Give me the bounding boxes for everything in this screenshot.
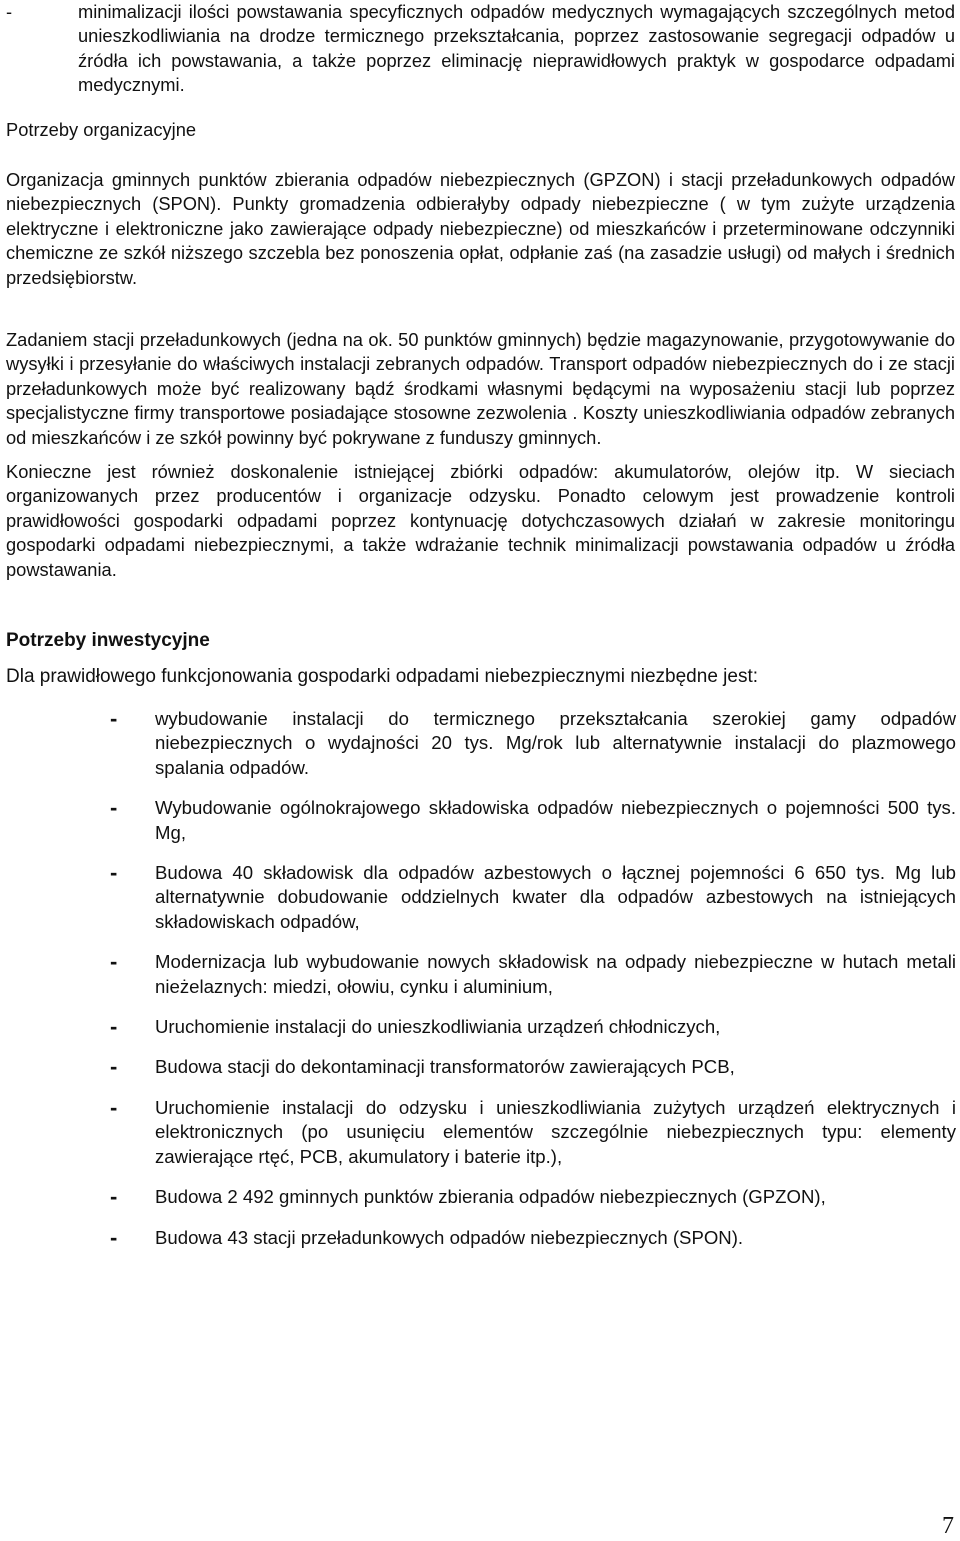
list-item-text: Budowa 43 stacji przeładunkowych odpadów niebezpiecznych (SPON). [155,1226,744,1248]
section-heading-investment: Potrzeby inwestycyjne [6,630,210,651]
list-dash: - [110,949,118,975]
list-dash: - [110,706,118,731]
list-item [110,707,956,780]
list-item [110,1185,956,1209]
list-item [110,861,956,934]
continuation-text: minimalizacji ilości powstawania specyficznych odpadów medycznych wymagających szczególnych metod unieszkodliwiania na drodze termicznego przekształcania, poprzez zastosowanie segregacji odpadów u źródła ich powstawania, a także poprzez eliminację nieprawidłowych praktyk w gospodarce odpadami medycznymi. [78,1,955,96]
continuation-bullet [6,0,955,98]
list-dash: - [110,1014,118,1040]
list-item [110,1096,956,1169]
paragraph-collection-improvement: Konieczne jest również doskonalenie istniejącej zbiórki odpadów: akumulatorów, olejów itp. W sieciach organizowanych przez producentów i organizacje odzysku. Ponadto celowym jest prowadzenie kontroli prawidłowości gospodarki odpadami poprzez kontynuację dotychczasowych działań w zakresie monitoringu gospodarki odpadami niebezpiecznymi, a także wdrażanie technik minimalizacji powstawania odpadów u źródła powstawania. [6,461,955,580]
section-heading-organizational: Potrzeby organizacyjne [6,119,197,140]
list-item-text: wybudowanie instalacji do termicznego przekształcania szerokiej gamy odpadów niebezpiecznych o wydajności 20 tys. Mg/rok lub alternatywnie instalacji do plazmowego spalania odpadów. [155,708,956,778]
list-item [110,1226,956,1250]
paragraph-gpzon: Organizacja gminnych punktów zbierania odpadów niebezpiecznych (GPZON) i stacji przeładunkowych odpadów niebezpiecznych (SPON). Punkty gromadzenia odbierałyby odpady niebezpieczne ( w tym zużyte urządzenia elektryczne i elektroniczne jako zawierające odpady niebezpieczne) od mieszkańców i przeterminowane odczynniki chemiczne ze szkół niższego szczebla bez ponoszenia opłat, odpłanie zaś (na zasadzie usługi) od małych i średnich przedsiębiorstw. [6,169,955,288]
page-number: 7 [942,1513,954,1539]
list-item [110,1055,956,1079]
list-item-text: Uruchomienie instalacji do odzysku i unieszkodliwiania zużytych urządzeń elektrycznych i elektronicznych (po usunięciu elementów szczególnie niebezpiecznych typu: elementy zawierające rtęć, PCB, akumulatory i baterie itp.), [155,1096,956,1167]
list-item-text: Budowa stacji do dekontaminacji transformatorów zawierających PCB, [155,1056,735,1078]
list-dash: - [110,1094,118,1120]
list-dash: - [110,1054,118,1080]
list-item [110,796,956,845]
list-item [110,950,956,999]
list-item-text: Budowa 40 składowisk dla odpadów azbestowych o łącznej pojemności 6 650 tys. Mg lub alternatywnie dobudowanie oddzielnych kwater dla odpadów azbestowych na istniejących składowiskach odpadów, [155,862,956,932]
paragraph-transfer-stations: Zadaniem stacji przeładunkowych (jedna na ok. 50 punktów gminnych) będzie magazynowanie, przygotowywanie do wysyłki i przesyłanie do właściwych instalacji zebranych odpadów. Transport odpadów niebezpiecznych do i ze stacji przeładunkowych może być realizowany bądź środkami własnymi będącymi na wyposażeniu stacji lub poprzez specjalistyczne firmy transportowe posiadające stosowne zezwolenia . Koszty unieszkodliwiania odpadów zebranych od mieszkańców i ze szkół powinny być pokrywane z funduszy gminnych. [6,329,955,448]
list-item-text: Modernizacja lub wybudowanie nowych składowisk na odpady niebezpieczne w hutach metali nieżelaznych: miedzi, ołowiu, cynku i aluminium, [155,951,956,997]
list-dash: - [110,1224,118,1250]
list-dash: - [110,1184,118,1210]
investment-intro: Dla prawidłowego funkcjonowania gospodarki odpadami niebezpiecznymi niezbędne jest: [6,666,759,687]
list-item-text: Wybudowanie ogólnokrajowego składowiska odpadów niebezpiecznych o pojemności 500 tys. Mg, [155,797,956,843]
list-dash: - [110,860,118,886]
list-item-text: Budowa 2 492 gminnych punktów zbierania odpadów niebezpiecznych (GPZON), [155,1186,826,1208]
investment-list [110,707,956,1266]
list-dash: - [110,795,118,821]
list-item-text: Uruchomienie instalacji do unieszkodliwiania urządzeń chłodniczych, [155,1016,721,1038]
list-item [110,1015,956,1039]
bullet-dash: - [6,1,13,22]
